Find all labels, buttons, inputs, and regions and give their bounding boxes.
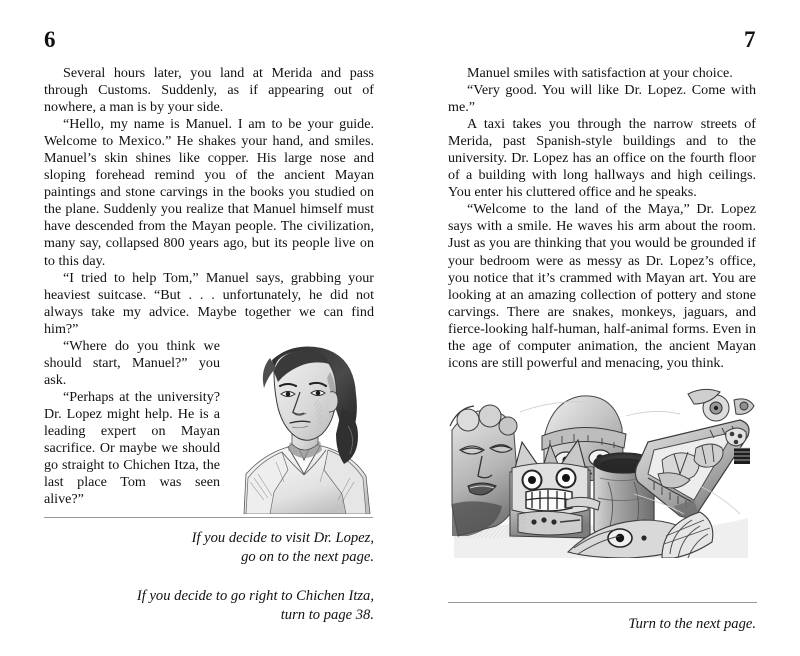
paragraph: “I tried to help Tom,” Manuel says, grabbing your heaviest suitcase. “But . . . unfortunately, he did not always take my advice. Maybe together we can find him?” <box>44 269 374 337</box>
paragraph: “Hello, my name is Manuel. I am to be your guide. Welcome to Mexico.” He shakes your hand, and smiles. Manuel’s skin shines like copper. His large nose and sloping forehead remind you of the ancient Mayan paintings and stone carvings in the books you studied on the plane. Suddenly you realize that Manuel himself must have descended from the Mayan people. The civilization, many say, collapsed 800 years ago, but its people live on to this day. <box>44 116 374 269</box>
right-page-footer <box>448 602 756 634</box>
paragraph: “Very good. You will like Dr. Lopez. Come with me.” <box>448 82 756 116</box>
section-divider-right <box>448 602 757 603</box>
choice-option-2-line-1: If you decide to go right to Chichen Itza, <box>136 588 374 605</box>
manuel-portrait-illustration <box>230 342 382 514</box>
page-number-right: 7 <box>744 27 756 52</box>
left-page-body <box>44 58 374 508</box>
paragraph: Manuel smiles with satisfaction at your choice. <box>467 65 733 81</box>
mayan-artifacts-illustration <box>448 386 756 558</box>
paragraph: A taxi takes you through the narrow streets of Merida, past Spanish-style buildings and to the university. Dr. Lopez has an office on the fourth floor of a building with long hallways and high ceilings. You enter his cluttered office and he speaks. <box>448 116 756 201</box>
choice-option-2[interactable] <box>44 587 374 624</box>
right-page-body <box>448 58 756 372</box>
choice-option-1-line-1: If you decide to visit Dr. Lopez, <box>191 530 374 547</box>
section-divider-left <box>44 517 373 518</box>
choice-option-2-line-2: turn to page 38. <box>280 607 374 623</box>
paragraph: “Perhaps at the university? Dr. Lopez might help. He is a leading expert on Mayan sacrifice. Or maybe we should go straight to Chichen Itza, the last place Tom was seen alive?” <box>44 388 220 508</box>
turn-note: Turn to the next page. <box>628 616 756 633</box>
paragraph: “Where do you think we should start, Manuel?” you ask. <box>44 337 220 388</box>
choice-option-1[interactable] <box>44 529 374 566</box>
paragraph: “Welcome to the land of the Maya,” Dr. Lopez says with a smile. He waves his arm about the room. Just as you are thinking that you would be grounded if your bedroom were as messy as Dr. Lopez’s office, you notice that it’s crammed with Mayan art. You are looking at an amazing collection of pottery and stone carvings. There are snakes, monkeys, jaguars, and fierce-looking half-human, half-animal forms. Even in the age of computer animation, the ancient Mayan icons are still powerful and menacing, you think. <box>448 201 756 371</box>
right-page <box>420 0 800 656</box>
choice-option-1-line-2: go on to the next page. <box>241 548 374 565</box>
page-number-left: 6 <box>44 27 56 52</box>
paragraph: Several hours later, you land at Merida and pass through Customs. Suddenly, as if appearing out of nowhere, a man is by your side. <box>44 65 374 116</box>
